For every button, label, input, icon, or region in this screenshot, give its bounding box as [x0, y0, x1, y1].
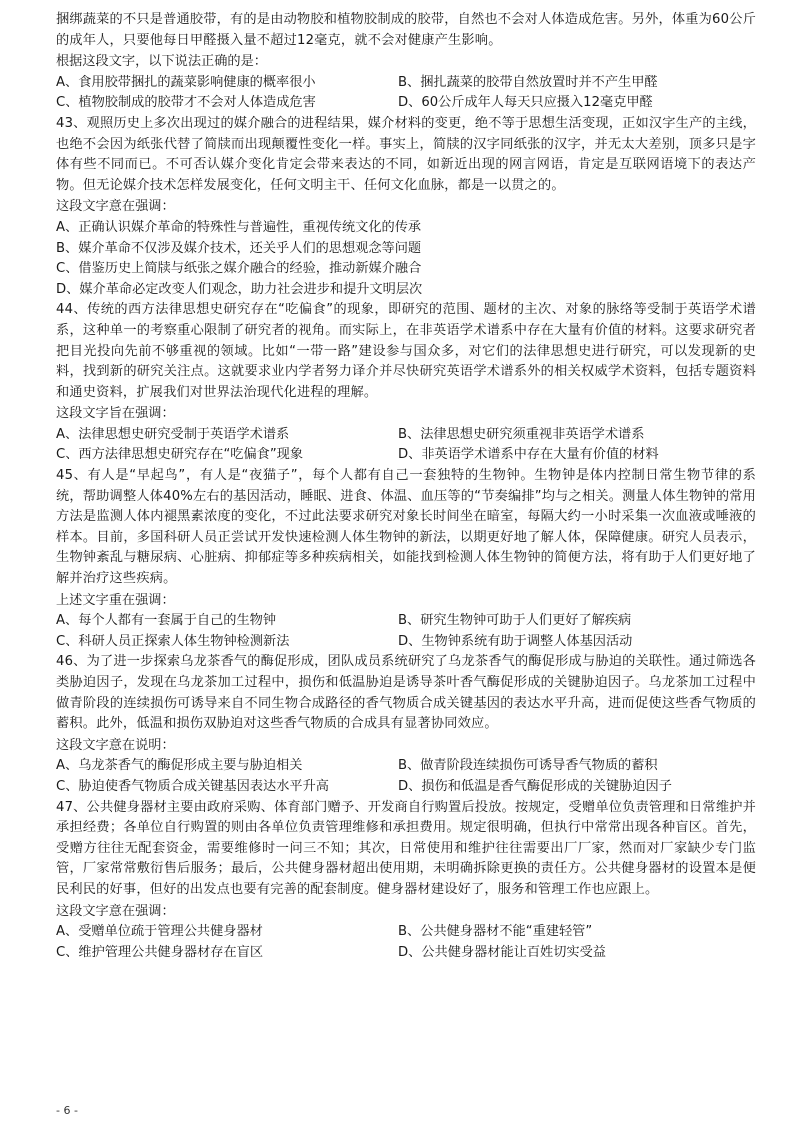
page-number: - 6 - — [56, 1104, 78, 1117]
option-a[interactable]: A、受赠单位疏于管理公共健身器材 — [56, 924, 263, 940]
question-47 — [56, 798, 756, 964]
question-stem: 47、公共健身器材主要由政府采购、体育部门赠予、开发商自行购置后投放。按规定，受赠单位负责管理和日常维护并承担经费；各单位自行购置的则由各单位负责管理维修和承担费用。规定很明确，但执行中常常出现各种盲区。首先，受赠方往往无配套资金，需要维修时一问三不知；其次，日常使用和维护往往需要出厂厂家，然而对厂家缺少专门监管，厂家常常敷衍售后服务；最后，公共健身器材超出使用期，未明确拆除更换的责任方。公共健身器材的设置本是便民利民的好事，但好的出发点也要有完善的配套制度。健身器材建设好了，服务和管理工作也应跟上。 — [56, 799, 756, 897]
question-lead: 上述文字重在强调： — [56, 592, 175, 608]
option-c[interactable]: C、科研人员正探索人体生物钟检测新法 — [56, 633, 290, 649]
question-46 — [56, 652, 756, 797]
option-d[interactable]: D、60公斤成年人每天只应摄入12毫克甲醛 — [398, 95, 653, 111]
question-lead: 这段文字意在强调： — [56, 903, 175, 919]
question-stem: 43、观照历史上多次出现过的媒介融合的进程结果，媒介材料的变更，绝不等于思想生活变现，正如汉字生产的主线，也绝不会因为纸张代替了简牍而出现颠覆性变化一样。事实上，简牍的汉字同纸张的汉字，并无太大差别，顶多只是字体有些不同而已。不可否认媒介变化肯定会带来表达的不同，如新近出现的网言网语，肯定是互联网语境下的表达产物。但无论媒介技术怎样发展变化，任何文明主干、任何文化血脉，都是一以贯之的。 — [56, 115, 756, 193]
question-44 — [56, 300, 756, 466]
question-stem: 44、传统的西方法律思想史研究存在“吃偏食”的现象，即研究的范围、题材的主次、对象的脉络等受制于英语学术谱系，这种单一的考察重心限制了研究者的视角。而实际上，在非英语学术谱系中存在大量有价值的材料。这要求研究者把目光投向先前不够重视的领域。比如“一带一路”建设参与国众多，对它们的法律思想史进行研究，可以发现新的史料，找到新的研究关注点。这就要求业内学者努力译介并尽快研究英语学术谱系外的相关权威学术资料，包括专题资料和通史资料，扩展我们对世界法治现代化进程的理解。 — [56, 302, 756, 400]
question-43 — [56, 114, 756, 300]
question-45 — [56, 466, 756, 652]
option-b[interactable]: B、做青阶段连续损伤可诱导香气物质的蓄积 — [398, 758, 658, 774]
option-c[interactable]: C、借鉴历史上简牍与纸张之媒介融合的经验，推动新媒介融合 — [56, 261, 422, 277]
option-b[interactable]: B、公共健身器材不能“重建轻管” — [398, 924, 593, 940]
option-a[interactable]: A、正确认识媒介革命的特殊性与普遍性，重视传统文化的传承 — [56, 219, 422, 235]
option-c[interactable]: C、胁迫使香气物质合成关键基因表达水平升高 — [56, 778, 329, 794]
option-a[interactable]: A、乌龙茶香气的酶促形成主要与胁迫相关 — [56, 758, 303, 774]
option-c[interactable]: C、维护管理公共健身器材存在盲区 — [56, 944, 264, 960]
option-d[interactable]: D、公共健身器材能让百姓切实受益 — [398, 944, 606, 960]
question-stem: 45、有人是“早起鸟”，有人是“夜猫子”，每个人都有自己一套独特的生物钟。生物钟是体内控制日常生物节律的系统，帮助调整人体40%左右的基因活动，睡眠、进食、体温、血压等的“节奏编排”均与之相关。测量人体生物钟的常用方法是监测人体内褪黑素浓度的变化，不过此法要求研究对象长时间坐在暗室，每隔大约一小时采集一次血液或唾液的样本。目前，多国科研人员正尝试开发快速检测人体生物钟的新法，以期更好地了解人体，保障健康。研究人员表示，生物钟紊乱与糖尿病、心脏病、抑郁症等多种疾病相关，如能找到检测人体生物钟的简便方法，将有助于人们更好地了解并治疗这些疾病。 — [56, 468, 756, 587]
question-42-continuation — [56, 10, 756, 114]
question-stem: 46、为了进一步探索乌龙茶香气的酶促形成，团队成员系统研究了乌龙茶香气的酶促形成与胁迫的关联性。通过筛选各类胁迫因子，发现在乌龙茶加工过程中，损伤和低温胁迫是诱导茶叶香气酶促形成的关键胁迫因子。乌龙茶加工过程中做青阶段的连续损伤可诱导来自不同生物合成路径的香气物质合成关键基因的表达水平升高，进而促使这些香气物质的蓄积。此外，低温和损伤双胁迫对这些香气物质的合成具有显著协同效应。 — [56, 654, 756, 732]
option-d[interactable]: D、损伤和低温是香气酶促形成的关键胁迫因子 — [398, 778, 672, 794]
option-b[interactable]: B、法律思想史研究须重视非英语学术谱系 — [398, 426, 645, 442]
options — [56, 425, 756, 466]
options — [56, 756, 756, 797]
option-d[interactable]: D、生物钟系统有助于调整人体基因活动 — [398, 633, 633, 649]
option-b[interactable]: B、媒介革命不仅涉及媒介技术，还关乎人们的思想观念等问题 — [56, 240, 422, 256]
options — [56, 73, 756, 114]
option-a[interactable]: A、食用胶带捆扎的蔬菜影响健康的概率很小 — [56, 74, 316, 90]
option-b[interactable]: B、研究生物钟可助于人们更好了解疾病 — [398, 613, 632, 629]
passage-text: 捆绑蔬菜的不只是普通胶带，有的是由动物胶和植物胶制成的胶带，自然也不会对人体造成危害。另外，体重为60公斤的成年人，只要他每日甲醛摄入量不超过12毫克，就不会对健康产生影响。 — [56, 12, 756, 48]
exam-page — [56, 10, 756, 963]
question-lead: 根据这段文字，以下说法正确的是： — [56, 54, 267, 70]
options — [56, 922, 756, 963]
question-lead: 这段文字意在强调： — [56, 199, 175, 215]
options — [56, 611, 756, 652]
question-lead: 这段文字旨在强调： — [56, 406, 175, 422]
option-c[interactable]: C、西方法律思想史研究存在“吃偏食”现象 — [56, 447, 304, 463]
option-d[interactable]: D、非英语学术谱系中存在大量有价值的材料 — [398, 447, 659, 463]
options — [56, 218, 756, 300]
option-d[interactable]: D、媒介革命必定改变人们观念，助力社会进步和提升文明层次 — [56, 281, 423, 297]
option-b[interactable]: B、捆扎蔬菜的胶带自然放置时并不产生甲醛 — [398, 74, 658, 90]
question-lead: 这段文字意在说明： — [56, 737, 175, 753]
option-a[interactable]: A、每个人都有一套属于自己的生物钟 — [56, 613, 277, 629]
option-c[interactable]: C、植物胶制成的胶带才不会对人体造成危害 — [56, 95, 316, 111]
option-a[interactable]: A、法律思想史研究受制于英语学术谱系 — [56, 426, 290, 442]
